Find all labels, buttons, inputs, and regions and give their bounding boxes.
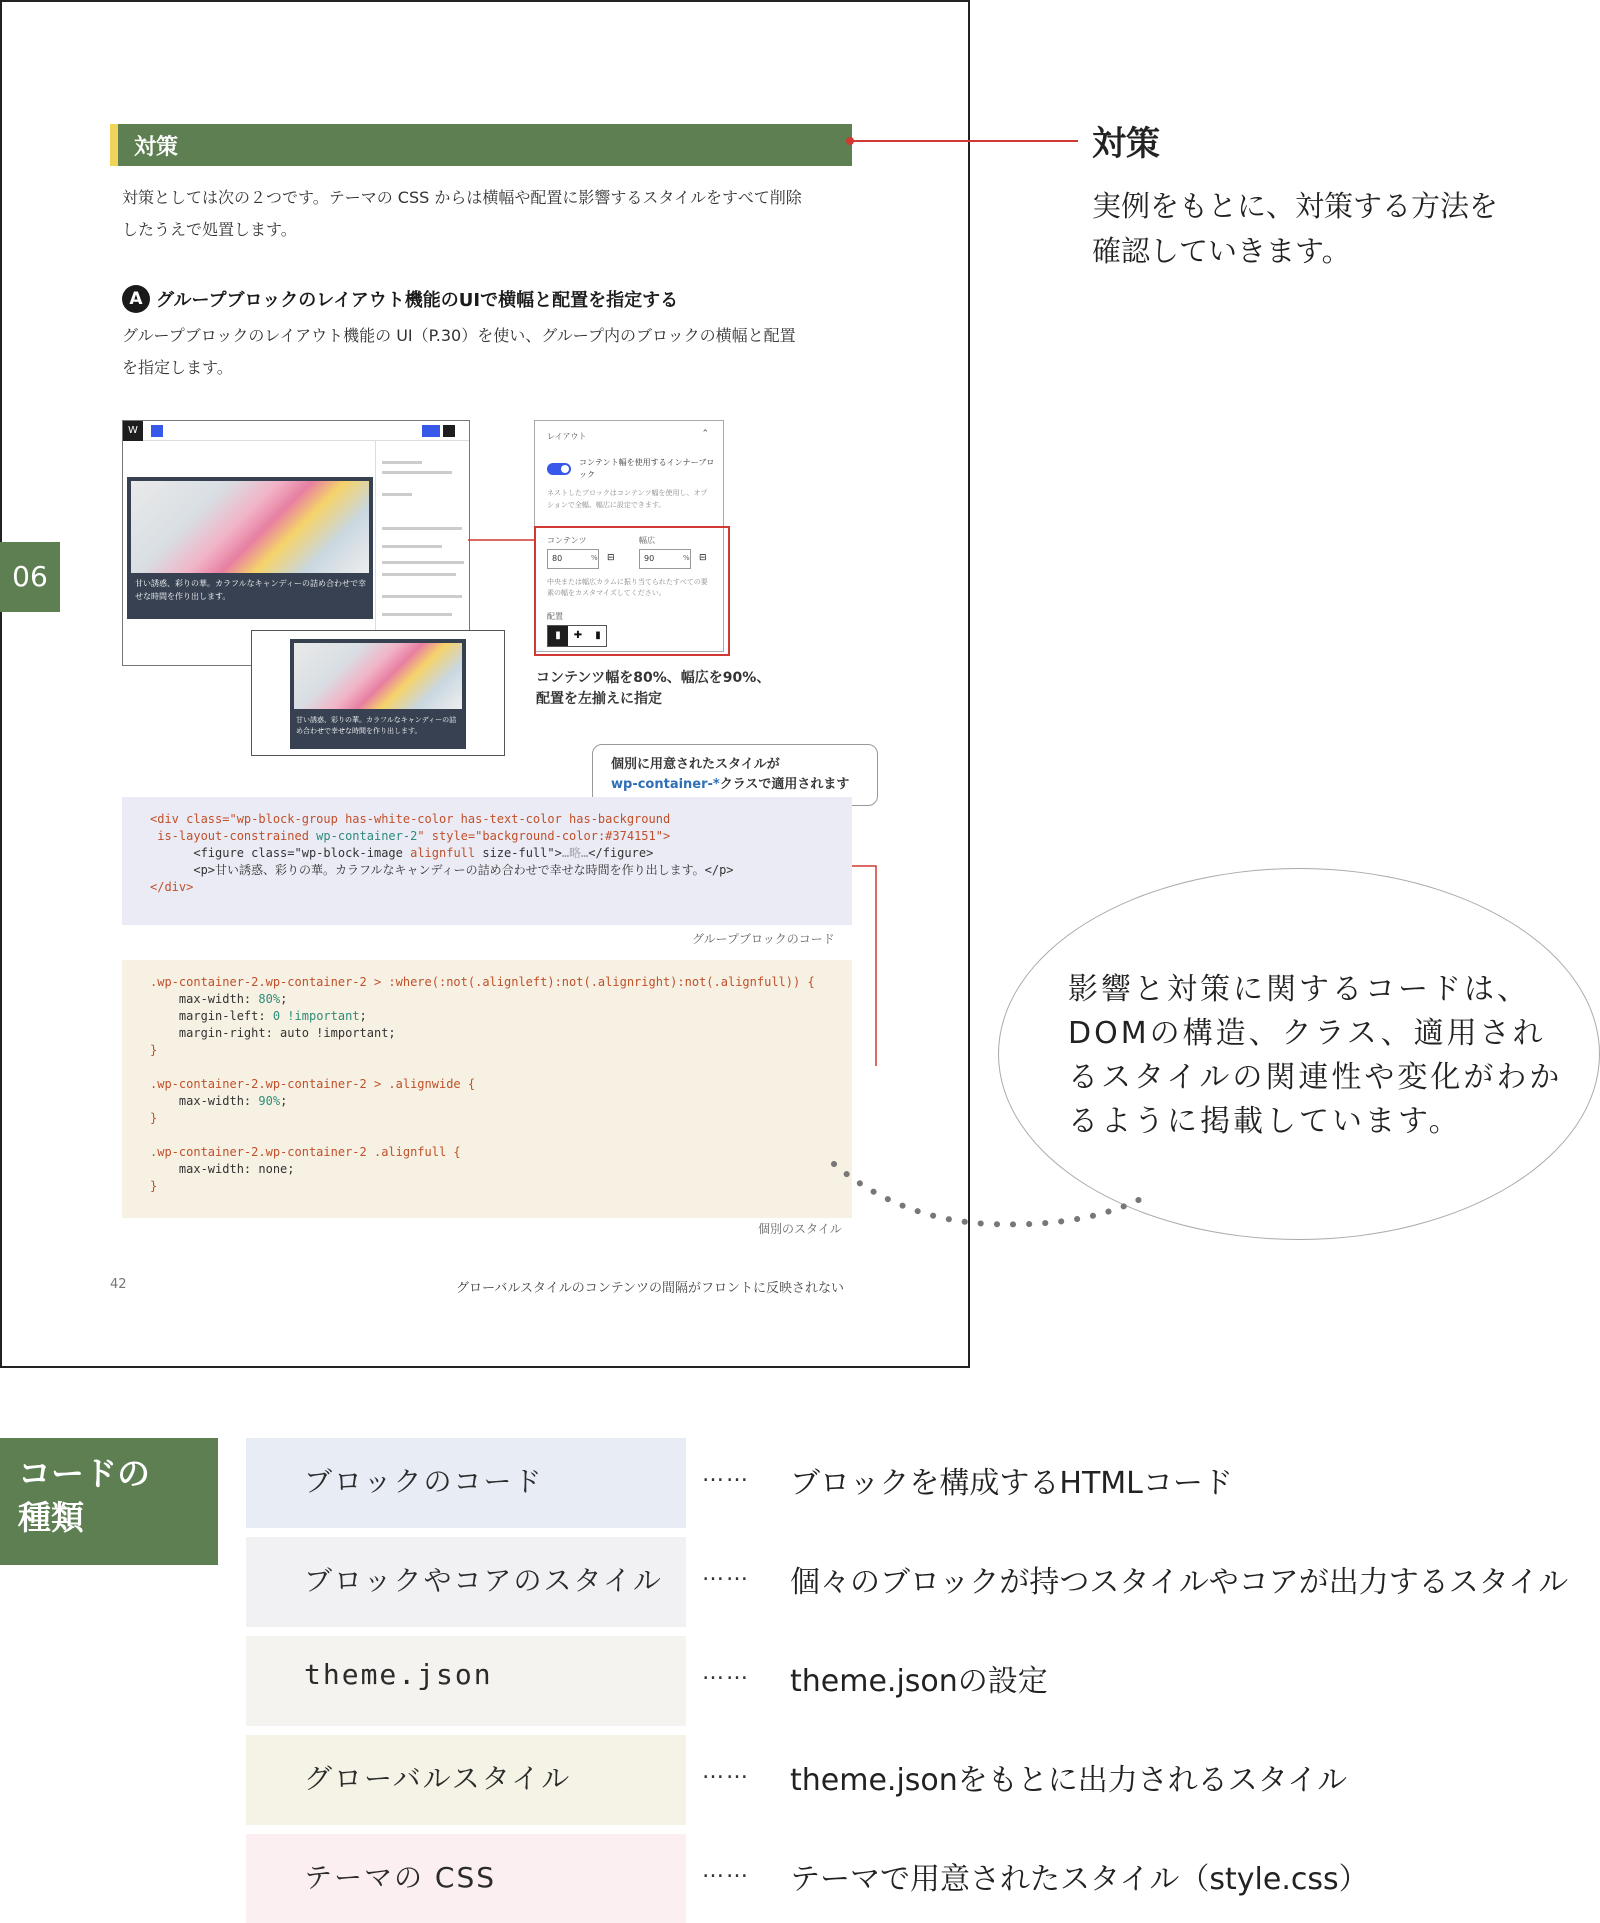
legend-label-line-1: コードの (18, 1454, 150, 1493)
toggle-help: ネストしたブロックはコンテンツ幅を使用し、オプションで全幅、幅広に設定できます。 (547, 489, 708, 509)
legend-label-line-2: 種類 (18, 1498, 84, 1537)
size-help: 中央または幅広カラムに振り当てられたすべての要素の幅をカスタマイズしてください。 (547, 578, 708, 597)
justify-left-icon: ▮ (548, 626, 568, 646)
legend-swatch-global-style (246, 1735, 686, 1825)
bubble-line-2-rest: クラスで適用されます (719, 777, 850, 792)
legend-name: theme.json (304, 1658, 493, 1691)
chapter-tab: 06 (0, 542, 60, 612)
legend-name: グローバルスタイル (304, 1762, 572, 1795)
justify-center-icon: ✚ (573, 630, 583, 641)
panel-caption-line-1: コンテンツ幅を80%、幅広を90%、 (536, 670, 771, 686)
legend-swatch-core-style (246, 1537, 686, 1627)
section-heading-text: 対策 (134, 135, 179, 160)
content-size-label: コンテンツ (547, 536, 587, 545)
legend-dots: …… (702, 1462, 750, 1487)
block-code-text: <div class="wp-block-group has-white-color has-text-color has-background is-layout-constrained wp-container-2" style="background-color:#374151"> <figure class="wp-block-image alignfull size-full">…略…</figure> <p>甘い誘惑、彩りの華。カラフルなキャンディーの詰め合わせで幸せな時間を作り出します。</p> </div> (150, 812, 734, 894)
legend-name: テーマの CSS (304, 1861, 496, 1894)
bubble-class-name: wp-container-* (611, 777, 720, 792)
wide-unit: % (683, 554, 690, 562)
legend-desc: ブロックを構成するHTMLコード (790, 1466, 1233, 1501)
subsection-body-line-2: を指定します。 (122, 358, 233, 377)
bubble-line-1: 個別に用意されたスタイルが (611, 757, 780, 772)
wide-size-label: 幅広 (639, 536, 655, 545)
layout-panel-title: レイアウト (547, 432, 587, 441)
legend-dots: …… (702, 1561, 750, 1586)
legend-label (0, 1438, 218, 1565)
legend-desc: theme.jsonの設定 (790, 1664, 1048, 1699)
justification-label: 配置 (547, 612, 563, 621)
editor-caption: 甘い誘惑、彩りの華。カラフルなキャンディーの詰め合わせで幸せな時間を作り出します。 (135, 579, 367, 601)
legend-desc: theme.jsonをもとに出力されるスタイル (790, 1763, 1348, 1798)
subsection-body-line-1: グループブロックのレイアウト機能の UI（P.30）を使い、グループ内のブロックの横幅と配置 (122, 326, 796, 345)
subsection-title: グループブロックのレイアウト機能のUIで横幅と配置を指定する (156, 290, 679, 311)
block-code-caption: グループブロックのコード (692, 932, 835, 946)
panel-caption-line-2: 配置を左揃えに指定 (536, 691, 662, 707)
wide-width-icon: ⊟ (699, 553, 707, 563)
justify-right-icon: ▮ (595, 630, 601, 641)
running-title: グローバルスタイルのコンテンツの間隔がフロントに反映されない (456, 1281, 845, 1296)
annotation-title: 対策 (1092, 124, 1160, 164)
style-code-caption: 個別のスタイル (758, 1222, 842, 1236)
legend-name: ブロックのコード (304, 1465, 544, 1498)
wide-size-input: 90 (639, 549, 691, 569)
annotation-desc-line-1: 実例をもとに、対策する方法を (1092, 189, 1499, 223)
content-size-input: 80 (547, 549, 599, 569)
chevron-up-icon: ⌃ (701, 429, 709, 439)
preview-caption: 甘い誘惑、彩りの華。カラフルなキャンディーの詰め合わせで幸せな時間を作り出します。 (296, 716, 457, 735)
callout-text: 影響と対策に関するコードは、DOMの構造、クラス、適用されるスタイルの関連性や変化がわかるように掲載しています。 (1068, 972, 1563, 1139)
legend-desc: 個々のブロックが持つスタイルやコアが出力するスタイル (790, 1565, 1569, 1600)
legend-name: ブロックやコアのスタイル (304, 1564, 663, 1597)
intro-line-2: したうえで処置します。 (122, 220, 297, 239)
legend-dots: …… (702, 1858, 750, 1883)
wordpress-logo-icon: W (123, 421, 143, 441)
legend-swatch-block-code (246, 1438, 686, 1528)
intro-line-1: 対策としては次の２つです。テーマの CSS からは横幅や配置に影響するスタイルをすべて削除 (122, 188, 802, 207)
page-number: 42 (110, 1277, 127, 1292)
legend-dots: …… (702, 1759, 750, 1784)
legend-desc: テーマで用意されたスタイル（style.css） (790, 1862, 1369, 1897)
annotation-desc-line-2: 確認していきます。 (1092, 234, 1351, 268)
legend-swatch-theme-css (246, 1834, 686, 1923)
legend-swatch-theme-json (246, 1636, 686, 1726)
style-code-text: .wp-container-2.wp-container-2 > :where(:not(.alignleft):not(.alignright):not(.alignfull)) { max-width: 80%; margin-left: 0 !important; margin-right: auto !important; } .wp-container-2.wp-container-2 > .alignwide { max-width: 90%; } .wp-container-2.wp-container-2 .alignfull { max-width: none; } (150, 975, 815, 1193)
content-unit: % (591, 554, 598, 562)
toggle-label: コンテント幅を使用するインナーブロック (579, 458, 715, 479)
legend-dots: …… (702, 1660, 750, 1685)
a-badge-icon: A (122, 285, 150, 313)
content-width-icon: ⊟ (607, 553, 615, 563)
